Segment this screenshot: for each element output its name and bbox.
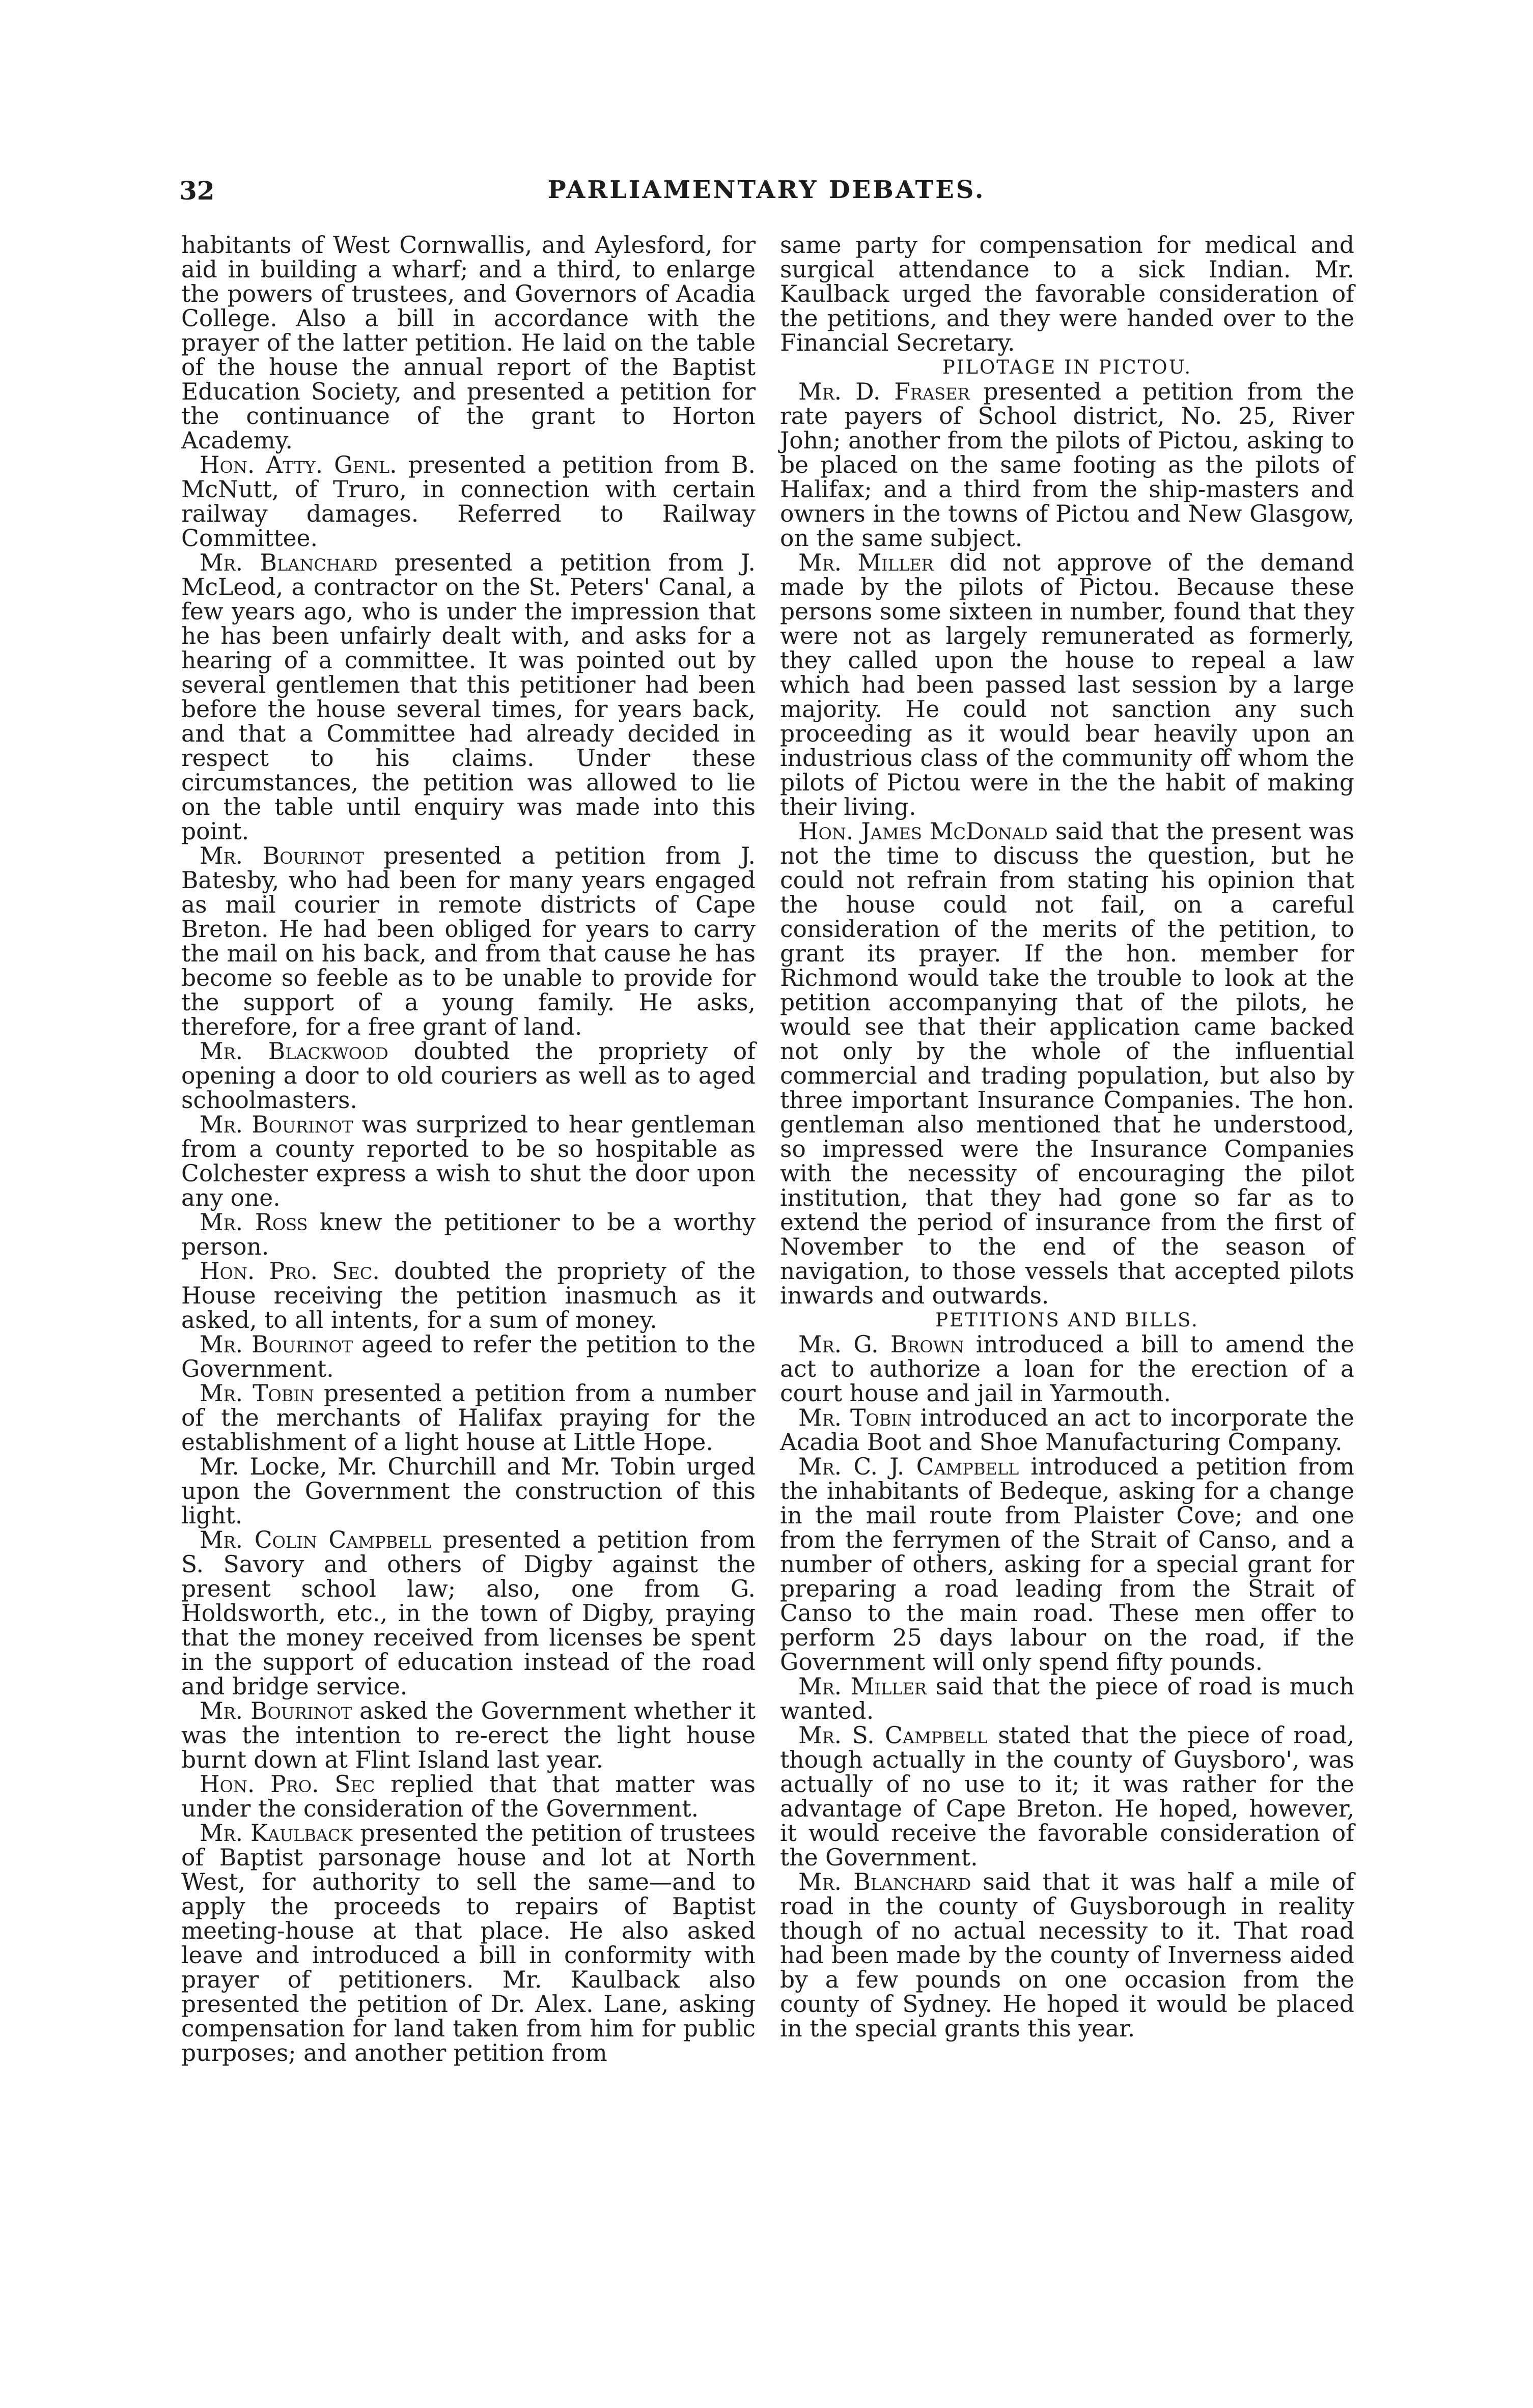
paragraph-text: Mr. Locke, Mr. Churchill and Mr. Tobin urged upon the Government the construction of this light. <box>181 1453 756 1529</box>
section-heading: PILOTAGE IN PICTOU. <box>942 356 1192 378</box>
paragraph <box>780 1723 1354 1870</box>
paragraph <box>181 1113 756 1210</box>
paragraph-text: presented a petition from B. McNutt, of Truro, in connection with certain railway damages. Referred to Railway Committee. <box>181 451 756 552</box>
speaker-name: Mr. Blackwood <box>200 1038 388 1065</box>
paragraph-text: introduced a petition from the inhabitants of Bedeque, asking for a change in the mail route from Plaister Cove; and one from the ferrymen of the Strait of Canso, and a number of others, asking for a special grant for preparing a road leading from the Strait of Canso to the main road. These men offer to perform 25 days labour on the road, if the Government will only spend fifty pounds. <box>780 1453 1354 1676</box>
speaker-name: Mr. Tobin <box>798 1404 912 1431</box>
page-number: 32 <box>179 176 215 206</box>
running-head: PARLIAMENTARY DEBATES. <box>547 176 986 204</box>
speaker-name: Mr. Blanchard <box>200 549 378 576</box>
paragraph-text: was surprized to hear gentleman from a county reported to be so hospitable as Colchester express a wish to shut the door upon any one. <box>181 1111 756 1211</box>
paragraph-text: knew the petitioner to be a worthy person. <box>181 1209 756 1260</box>
paragraph-text: presented the petition of trustees of Baptist parsonage house and lot at North West, for authority to sell the same—and to apply the proceeds to repairs of Baptist meeting-house at that place. He also asked leave and introduced a bill in conformity with prayer of petitioners. Mr. Kaulback also presented the petition of Dr. Alex. Lane, asking compensation for land taken from him for public purposes; and another petition from <box>181 1820 756 2066</box>
paragraph <box>780 1455 1354 1675</box>
right-column <box>780 233 1354 2041</box>
paragraph-text: presented a petition from the rate payers of School district, No. 25, River John; another from the pilots of Pictou, asking to be placed on the same footing as the pilots of Halifax; and a third from the ship-masters and owners in the towns of Pictou and New Glasgow, on the same subject. <box>780 378 1354 552</box>
speaker-name: Mr. Bourinot <box>200 842 364 869</box>
speaker-name: Mr. Miller <box>798 549 934 576</box>
paragraph <box>181 1210 756 1259</box>
paragraph-text: asked the Government whether it was the intention to re-erect the light house burnt down at Flint Island last year. <box>181 1697 756 1773</box>
speaker-name: Mr. D. Fraser <box>798 378 970 405</box>
paragraph-text: introduced an act to incorporate the Acadia Boot and Shoe Manufacturing Company. <box>780 1404 1354 1456</box>
speaker-name: Mr. Kaulback <box>200 1820 353 1847</box>
paragraph-text: doubted the propriety of opening a door to old couriers as well as to aged schoolmasters. <box>181 1038 756 1114</box>
paragraph <box>181 1699 756 1772</box>
paragraph <box>780 551 1354 819</box>
speaker-name: Mr. Blanchard <box>798 1868 971 1895</box>
paragraph <box>780 819 1354 1308</box>
paragraph <box>181 1772 756 1821</box>
speaker-name: Mr. G. Brown <box>798 1331 964 1358</box>
speaker-name: Mr. Ross <box>200 1209 308 1236</box>
paragraph-text: said that it was half a mile of road in the county of Guysborough in reality though of no actual necessity to it. That road had been made by the county of Inverness aided by a few pounds on one occasion from the county of Sydney. He hoped it would be placed in the special grants this year. <box>780 1868 1354 2042</box>
paragraph <box>780 233 1354 355</box>
paragraph-text: same party for compensation for medical and surgical attendance to a sick Indian. Mr. Kaulback urged the favorable consideration of the petitions, and they were handed over to the Financial Secretary. <box>780 232 1354 356</box>
paragraph <box>780 380 1354 551</box>
section-heading: PETITIONS AND BILLS. <box>935 1309 1199 1331</box>
speaker-name: Hon. Pro. Sec <box>200 1771 375 1798</box>
paragraph <box>181 551 756 844</box>
speaker-name: Hon. Atty. Genl. <box>200 451 397 478</box>
paragraph-text: said that the present was not the time to discuss the question, but he could not refrain from stating his opinion that the house could not fail, on a careful consideration of the merits of the petition, to grant its prayer. If the hon. member for Richmond would take the trouble to look at the petition accompanying that of the pilots, he would see that their application came backed not only by the whole of the influential commercial and trading population, but also by three important Insurance Companies. The hon. gentleman also mentioned that he understood, so impressed were the Insurance Companies with the necessity of encouraging the pilot institution, that they had gone so far as to extend the period of insurance from the first of November to the end of the season of navigation, to those vessels that accepted pilots inwards and outwards. <box>780 818 1354 1309</box>
paragraph <box>181 453 756 551</box>
speaker-name: Mr. Tobin <box>200 1380 314 1407</box>
paragraph <box>181 1821 756 2065</box>
paragraph-text: did not approve of the demand made by the pilots of Pictou. Because these persons some sixteen in number, found that they were not as largely remunerated as formerly, they called upon the house to repeal a law which had been passed last session by a large majority. He could not sanction any such proceeding as it would bear heavily upon an industrious class of the community off whom the pilots of Pictou were in the the habit of making their living. <box>780 549 1354 820</box>
paragraph <box>780 1870 1354 2041</box>
speaker-name: Mr. Bourinot <box>200 1697 352 1724</box>
speaker-name: Mr. Bourinot <box>200 1331 353 1358</box>
paragraph-text: replied that that matter was under the consideration of the Government. <box>181 1771 756 1822</box>
paragraph-text: presented a petition from S. Savory and others of Digby against the present school law; also, one from G. Holdsworth, etc., in the town of Digby, praying that the money received from licenses be spent in the support of education instead of the road and bridge service. <box>181 1526 756 1700</box>
left-column <box>181 233 756 2065</box>
paragraph <box>181 844 756 1039</box>
paragraph <box>780 1333 1354 1406</box>
speaker-name: Mr. C. J. Campbell <box>798 1453 1019 1480</box>
paragraph <box>181 1528 756 1699</box>
paragraph <box>181 1455 756 1528</box>
speaker-name: Mr. Colin Campbell <box>200 1526 431 1553</box>
paragraph-text: ageed to refer the petition to the Government. <box>181 1331 756 1382</box>
paragraph <box>181 1039 756 1113</box>
paragraph-text: presented a petition from J. McLeod, a contractor on the St. Peters' Canal, a few years ago, who is under the impression that he has been unfairly dealt with, and asks for a hearing of a committee. It was pointed out by several gentlemen that this petitioner had been before the house several times, for years back, and that a Committee had already decided in respect to his claims. Under these circumstances, the petition was allowed to lie on the table until enquiry was made into this point. <box>181 549 756 845</box>
speaker-name: Mr. S. Campbell <box>798 1722 988 1749</box>
paragraph-text: presented a petition from a number of the merchants of Halifax praying for the establishment of a light house at Little Hope. <box>181 1380 756 1456</box>
paragraph-text: presented a petition from J. Batesby, who had been for many years engaged as mail courier in remote districts of Cape Breton. He had been obliged for years to carry the mail on his back, and from that cause he has become so feeble as to be unable to provide for the support of a young family. He asks, therefore, for a free grant of land. <box>181 842 756 1040</box>
paragraph <box>181 1381 756 1455</box>
speaker-name: Mr. Miller <box>798 1673 927 1700</box>
paragraph-text: stated that the piece of road, though actually in the county of Guysboro', was actually of no use to it; it was rather for the advantage of Cape Breton. He hoped, however, it would receive the favorable consideration of the Government. <box>780 1722 1354 1871</box>
paragraph-text: doubted the propriety of the House receiving the petition inasmuch as it asked, to all intents, for a sum of money. <box>181 1258 756 1334</box>
paragraph <box>780 1675 1354 1723</box>
paragraph <box>181 233 756 453</box>
paragraph <box>780 1406 1354 1455</box>
paragraph-text: said that the piece of road is much wanted. <box>780 1673 1354 1724</box>
speaker-name: Hon. James McDonald <box>798 818 1048 845</box>
paragraph <box>181 1259 756 1333</box>
paragraph <box>181 1333 756 1381</box>
paragraph-text: habitants of West Cornwallis, and Aylesford, for aid in building a wharf; and a third, to enlarge the powers of trustees, and Governors of Acadia College. Also a bill in accordance with the prayer of the latter petition. He laid on the table of the house the annual report of the Baptist Education Society, and presented a petition for the continuance of the grant to Horton Academy. <box>181 232 756 454</box>
paragraph-text: introduced a bill to amend the act to authorize a loan for the erection of a court house and jail in Yarmouth. <box>780 1331 1354 1407</box>
speaker-name: Mr. Bourinot <box>200 1111 353 1138</box>
speaker-name: Hon. Pro. Sec. <box>200 1258 380 1285</box>
